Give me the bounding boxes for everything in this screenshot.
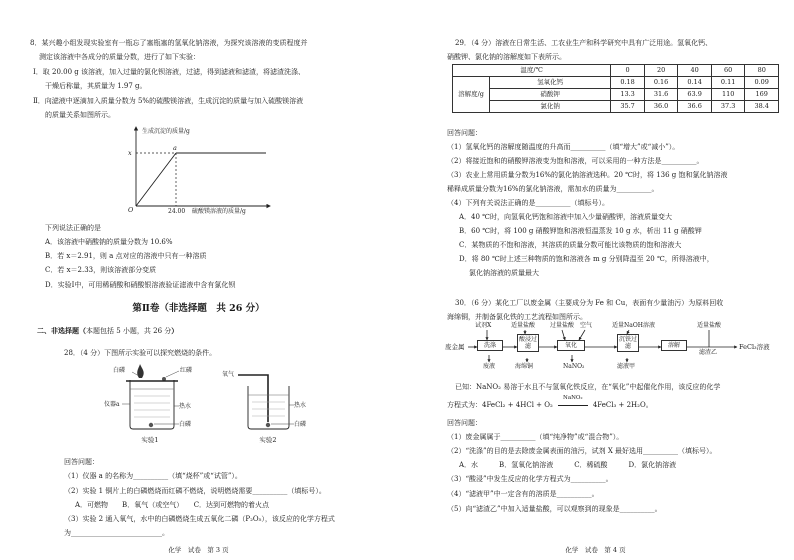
flow-end: FeCl₃溶液 — [739, 343, 770, 351]
q29-stem-cont: 硝酸钾、氯化钠的溶解度如下表所示。 — [447, 53, 566, 61]
q30-known: 已知：NaNO₂ 易溶于水且不与氢氧化铁反应，在“氧化”中起催化作用，该反应的化学 — [455, 383, 721, 391]
part2-title: 第Ⅱ卷（非选择题 共 26 分） — [132, 303, 265, 314]
label-yangqi: 氧气 — [222, 371, 235, 378]
graph-tick: 24.00 — [168, 208, 186, 215]
q29-a4-option-b: B．60 ℃时，将 100 g 硝酸钾饱和溶液恒温蒸发 10 g 水，析出 11 g 硝酸钾 — [459, 227, 702, 235]
bailin-dot-2 — [266, 423, 270, 427]
q8-stem: 8．某兴趣小组发现实验室有一瓶忘了塞瓶塞的氢氧化钠溶液，为探究该溶液的变质程度并 — [30, 39, 308, 47]
table-cell: 0.09 — [745, 77, 779, 89]
q29-answer-title: 回答问题： — [447, 129, 482, 137]
label-bailin-top: 白磷 — [113, 367, 126, 374]
part2-section — [37, 327, 178, 335]
table-cell: 0.18 — [611, 77, 645, 89]
q30-a3: （3）“酸浸”中发生反应的化学方程式为__________。 — [447, 475, 613, 483]
q8-step1-cont: 干燥后称量，其质量为 1.97 g。 — [45, 82, 147, 90]
eq-prefix: 方程式为：4FeCl₂ + 4HCl + O₂ — [447, 401, 553, 409]
table-header-cell: 0 — [611, 65, 645, 77]
eq-catalyst-arrow — [556, 395, 590, 409]
q8-graph — [120, 122, 280, 217]
flow-box-iron: 沉铁过滤 — [618, 336, 637, 350]
flow-top-x: 试剂X — [475, 322, 492, 329]
q8-step2-cont: 的质量关系如图所示。 — [45, 111, 115, 119]
flow-start: 废金属 — [445, 343, 465, 351]
flow-bottom-filtrate: 滤液甲 — [617, 363, 636, 370]
flow-bottom-nano2: NaNO₂ — [563, 363, 585, 370]
table-cell: 38.4 — [745, 101, 779, 113]
q29-a4: （4）下列有关说法正确的是__________（填标号）。 — [447, 199, 609, 207]
q8-option-a: A．该溶液中硝酸钠的质量分数为 10.6% — [45, 238, 173, 246]
table-cell: 31.6 — [644, 89, 678, 101]
table-header-cell: 20 — [644, 65, 678, 77]
label-bailin-bottom: 白磷 — [179, 421, 192, 428]
q30-stem: 30．（6 分）某化工厂以废金属（主要成分为 Fe 和 Cu，表面有少量油污）为原料回收 — [455, 299, 724, 307]
bailin-dot — [149, 423, 153, 427]
q29-a4-option-d: D．将 80 ℃时上述三种物质的饱和溶液各 m g 分别降温至 20 ℃，所得溶液中， — [459, 255, 714, 263]
table-row-label: 氯化钠 — [490, 101, 611, 113]
label-honglin: 红磷 — [180, 367, 193, 374]
table-header-cell: 温度/℃ — [453, 65, 611, 77]
flow-bottom-waste: 废液 — [483, 363, 496, 370]
graph-ylabel: 生成沉淀的质量/g — [142, 128, 190, 135]
flow-box-dissolve: 溶解 — [661, 340, 687, 351]
right-page — [397, 0, 794, 560]
table-cell: 36.0 — [644, 101, 678, 113]
q28-experiment2-diagram — [222, 362, 318, 434]
q8-step1: Ⅰ．取 20.00 g 该溶液，加入过量的氯化钡溶液，过滤，得到滤液和滤渣，将滤渣洗涤、 — [33, 68, 305, 76]
flow-top-naoh: 适量NaOH溶液 — [612, 322, 655, 329]
q8-prompt: 下列说法正确的是 — [45, 224, 101, 232]
table-header-cell: 60 — [711, 65, 745, 77]
q28-experiment1-diagram — [104, 362, 200, 434]
q8-option-d: D．实验Ⅰ中，可用稀硝酸和硝酸银溶液验证滤液中含有氯化钡 — [45, 281, 236, 289]
table-cell: 169 — [745, 89, 779, 101]
q30-stem-cont: 海绵铜，并制备氯化铁的工艺流程如图所示。 — [447, 313, 587, 321]
q30-a1: （1）废金属属于__________（填“纯净物”或“混合物”）。 — [447, 433, 624, 441]
label-bailin3: 白磷 — [294, 421, 307, 428]
flow-top-hcl3: 适量盐酸 — [697, 322, 722, 329]
table-cell: 13.3 — [611, 89, 645, 101]
q8-stem-cont: 测定该溶液中各成分的质量分数，进行了如下实验： — [39, 53, 200, 61]
part2-section-head: 二、非选择题（ — [37, 326, 86, 335]
q8-option-c: C．若 x＝2.33，则该溶液部分变质 — [45, 266, 157, 274]
q30-a5: （5）向“滤渣乙”中加入适量盐酸，可以观察到的现象是__________。 — [447, 505, 662, 513]
flame-icon — [137, 364, 143, 378]
graph-point-a: a — [173, 144, 177, 152]
table-cell: 35.7 — [611, 101, 645, 113]
graph-rise-line — [136, 153, 176, 206]
table-cell: 36.6 — [678, 101, 712, 113]
table-cell: 0.14 — [678, 77, 712, 89]
q28-answer-title: 回答问题： — [64, 458, 99, 466]
label-reshui2: 热水 — [294, 402, 307, 409]
graph-xlabel: 硫酸镁溶液的质量/g — [192, 208, 246, 215]
table-cell: 0.11 — [711, 77, 745, 89]
eq-arrow-line — [558, 405, 588, 406]
flow-top-hcl1: 适量盐酸 — [511, 322, 536, 329]
q30-a2-options: A．水 B．氢氧化钠溶液 C．稀硫酸 D．氯化钠溶液 — [459, 461, 677, 469]
q29-a3-cont: 稀释成质量分数为16%的氯化钠溶液，需加水的质量为__________。 — [447, 185, 659, 193]
flow-top-hcl2: 过量盐酸 — [550, 322, 575, 329]
table-row-label: 硝酸钾 — [490, 89, 611, 101]
q28-a2: （2）实验 1 铜片上的白磷燃烧而红磷不燃烧，说明燃烧需要__________（填标号）。 — [64, 487, 326, 495]
table-header-cell: 40 — [678, 65, 712, 77]
flow-box-oxidize: 氧化 — [557, 340, 585, 351]
eq-catalyst: NaNO₂ — [563, 395, 583, 401]
q29-a4-option-c: C．某物质的不饱和溶液，其溶质的质量分数可能比该物质的饱和溶液大 — [459, 241, 682, 249]
q28-a3-cont: 为__________________________。 — [64, 529, 169, 537]
q29-a4-option-a: A．40 ℃时，向氢氧化钙饱和溶液中加入少量硝酸钾，溶液质量变大 — [459, 213, 673, 221]
q29-a2: （2）将接近饱和的硝酸钾溶液变为饱和溶液，可以采用的一种方法是__________。 — [447, 157, 704, 165]
footer-right: 化学 试卷 第 4 页 — [565, 546, 626, 554]
flow-arrows — [397, 0, 794, 380]
beaker-body — [130, 380, 174, 429]
q28-a2-options: A．可燃物 B．氧气（或空气） C．达到可燃物的着火点 — [75, 501, 270, 509]
table-cell: 0.16 — [644, 77, 678, 89]
q29-a3: （3）农业上常用质量分数为16%的氯化钠溶液选种。20 ℃时，将 136 g 饱和氯化钠溶液 — [447, 171, 728, 179]
oxygen-tube — [238, 375, 268, 422]
q8-step2: Ⅱ．向滤液中逐滴加入质量分数为 5%的硫酸镁溶液，生成沉淀的质量与加入硫酸镁溶液 — [33, 97, 304, 105]
label-exp1: 实验1 — [141, 436, 159, 444]
eq-suffix: 4FeCl₃ + 2H₂O。 — [592, 401, 653, 409]
q8-option-b: B．若 x＝2.91，则 a 点对应的溶液中只有一种溶质 — [45, 252, 207, 260]
flow-top-air: 空气 — [580, 322, 593, 329]
graph-origin: O — [128, 206, 134, 214]
footer-left: 化学 试卷 第 3 页 — [168, 546, 229, 554]
part2-section-end: ） — [171, 326, 179, 335]
table-cell: 37.3 — [711, 101, 745, 113]
table-cell: 110 — [711, 89, 745, 101]
part2-section-note: 本题包括 5 小题，共 26 分 — [86, 327, 172, 335]
label-exp2: 实验2 — [259, 436, 277, 444]
q29-a4-option-d-cont: 氯化钠溶液的质量最大 — [469, 269, 539, 277]
table-group-label: 溶解度/g — [453, 77, 490, 113]
q30-answer-title: 回答问题： — [447, 419, 482, 427]
label-yiqi-a: 仪器a — [104, 401, 120, 408]
graph-point-x: x — [128, 149, 132, 157]
flow-box-wash: 洗涤 — [477, 340, 503, 351]
q30-a2: （2）“洗涤”的目的是去除废金属表面的油污，试剂 X 最好选用__________（填标号）。 — [447, 447, 717, 455]
q28-a3: （3）实验 2 通入氧气，水中的白磷燃烧生成五氧化二磷（P₂O₅），该反应的化学方程式 — [64, 515, 335, 523]
q30-equation — [447, 395, 653, 409]
flow-bottom-residue: 滤渣乙 — [699, 349, 718, 356]
table-row-label: 氢氧化钙 — [490, 77, 611, 89]
table-cell: 63.9 — [678, 89, 712, 101]
flow-bottom-copper: 海绵铜 — [515, 363, 534, 370]
table-header-cell: 80 — [745, 65, 779, 77]
label-reshui1: 热水 — [179, 403, 192, 410]
q29-stem: 29．（4 分）溶液在日常生活、工农业生产和科学研究中具有广泛用途。氢氧化钙、 — [455, 39, 713, 47]
q29-a1: （1）氢氧化钙的溶解度随温度的升高而__________（填“增大”或“减小”）。 — [447, 143, 680, 151]
q28-stem: 28．（4 分）下图所示实验可以探究燃烧的条件。 — [64, 349, 217, 357]
q28-a1: （1）仪器 a 的名称为__________（填“烧杯”或“试管”）。 — [64, 472, 242, 480]
flow-box-acid: 酸浸过滤 — [518, 336, 537, 350]
q30-a4: （4）“滤液甲”中一定含有的溶质是__________。 — [447, 490, 599, 498]
